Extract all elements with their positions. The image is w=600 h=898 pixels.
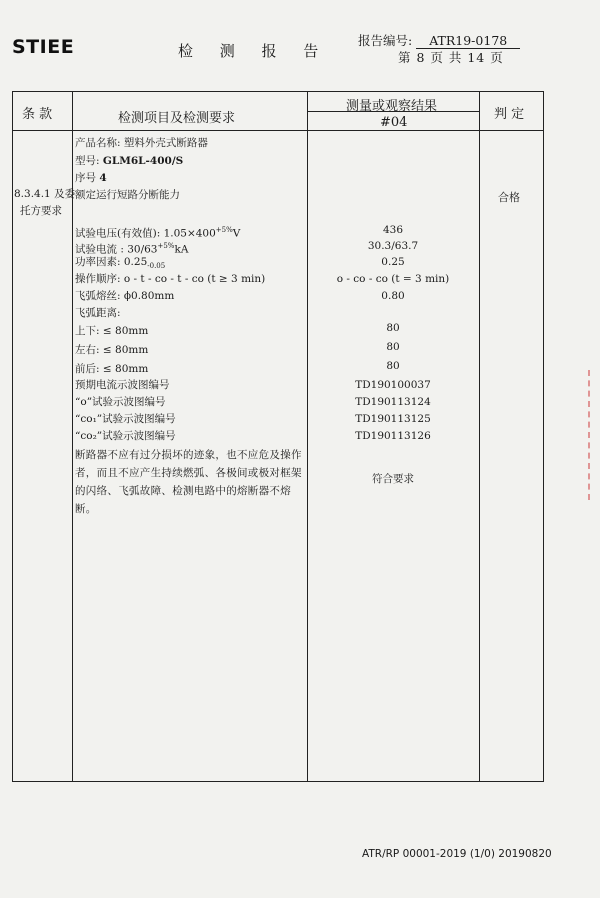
page-info: 第 8 页 共 14 页 bbox=[398, 50, 504, 65]
wave-expected-value: TD190100037 bbox=[355, 379, 431, 391]
header-sample: #04 bbox=[380, 115, 408, 130]
test-current-label bbox=[75, 240, 188, 257]
power-factor-tol: -0.05 bbox=[147, 262, 166, 271]
arc-fuse-label: 飞弧熔丝: ϕ0.80mm bbox=[75, 290, 175, 302]
clause-number: 8.3.4.1 及委 bbox=[14, 188, 76, 200]
arc-leftright-value: 80 bbox=[386, 341, 400, 353]
header-result: 测量或观察结果 bbox=[346, 99, 438, 114]
test-voltage-label bbox=[75, 224, 240, 241]
stamp-mark bbox=[588, 370, 600, 500]
col-line-3 bbox=[479, 91, 480, 782]
header-bottom-line bbox=[12, 130, 544, 131]
arc-frontback-value: 80 bbox=[386, 360, 400, 372]
test-title: 额定运行短路分断能力 bbox=[75, 189, 180, 201]
operation-sequence-value: o - co - co (t = 3 min) bbox=[336, 273, 450, 285]
form-code: ATR/RP 00001-2019 (1/0) 20190820 bbox=[362, 848, 552, 860]
model-label: 型号: bbox=[75, 155, 103, 167]
document-title: 检 测 报 告 bbox=[178, 42, 330, 60]
power-factor-label bbox=[75, 256, 165, 273]
model bbox=[75, 155, 183, 168]
requirement-paragraph: 断路器不应有过分损坏的迹象，也不应危及操作者，而且不应产生持续燃弧、各极间或极对框架的闪络、飞弧故障、检测电路中的熔断器不熔断。 bbox=[75, 449, 302, 515]
test-current-value: 30.3/63.7 bbox=[367, 240, 419, 252]
test-current-text: 试验电流 : 30/63 bbox=[75, 243, 158, 256]
requirement-result: 符合要求 bbox=[372, 473, 414, 485]
wave-o-label: “o”试验示波图编号 bbox=[75, 396, 166, 408]
clause-subtext: 托方要求 bbox=[20, 205, 62, 217]
test-voltage-value: 436 bbox=[382, 224, 404, 236]
operation-sequence-label: 操作顺序: o - t - co - t - co (t ≥ 3 min) bbox=[75, 273, 266, 285]
arc-leftright-label: 左右: ≤ 80mm bbox=[75, 344, 149, 356]
header-judge: 判 定 bbox=[494, 107, 525, 122]
arc-distance-title: 飞弧距离: bbox=[75, 307, 121, 319]
report-number bbox=[358, 31, 520, 49]
header-clause: 条 款 bbox=[22, 107, 53, 122]
report-number-label: 报告编号: bbox=[358, 33, 413, 48]
wave-o-value: TD190113124 bbox=[355, 396, 431, 408]
wave-co2-value: TD190113126 bbox=[355, 430, 431, 442]
sequence-value: 4 bbox=[99, 172, 107, 184]
header-item: 检测项目及检测要求 bbox=[118, 111, 236, 126]
test-voltage-text: 试验电压(有效值): 1.05×400 bbox=[75, 227, 216, 240]
test-voltage-unit: V bbox=[232, 227, 241, 240]
sequence bbox=[75, 172, 107, 185]
logo: STIEE bbox=[12, 36, 75, 58]
test-current-unit: kA bbox=[174, 243, 189, 256]
test-voltage-tol: +5% bbox=[215, 226, 233, 234]
wave-co1-label: “co₁”试验示波图编号 bbox=[75, 413, 176, 425]
power-factor-text: 功率因素: 0.25 bbox=[75, 256, 148, 268]
test-current-tol: +5% bbox=[157, 242, 175, 250]
sequence-label: 序号 bbox=[75, 172, 100, 184]
product-name: 产品名称: 塑料外壳式断路器 bbox=[75, 137, 208, 149]
model-value: GLM6L-400/S bbox=[102, 155, 184, 167]
wave-expected-label: 预期电流示波图编号 bbox=[75, 379, 170, 391]
power-factor-value: 0.25 bbox=[381, 256, 405, 268]
wave-co1-value: TD190113125 bbox=[355, 413, 431, 425]
judgement-value: 合格 bbox=[498, 191, 520, 204]
arc-fuse-value: 0.80 bbox=[381, 290, 405, 302]
arc-updown-value: 80 bbox=[386, 322, 400, 334]
report-number-value: ATR19-0178 bbox=[416, 33, 520, 49]
arc-frontback-label: 前后: ≤ 80mm bbox=[75, 363, 149, 375]
wave-co2-label: “co₂”试验示波图编号 bbox=[75, 430, 176, 442]
arc-updown-label: 上下: ≤ 80mm bbox=[75, 325, 149, 337]
